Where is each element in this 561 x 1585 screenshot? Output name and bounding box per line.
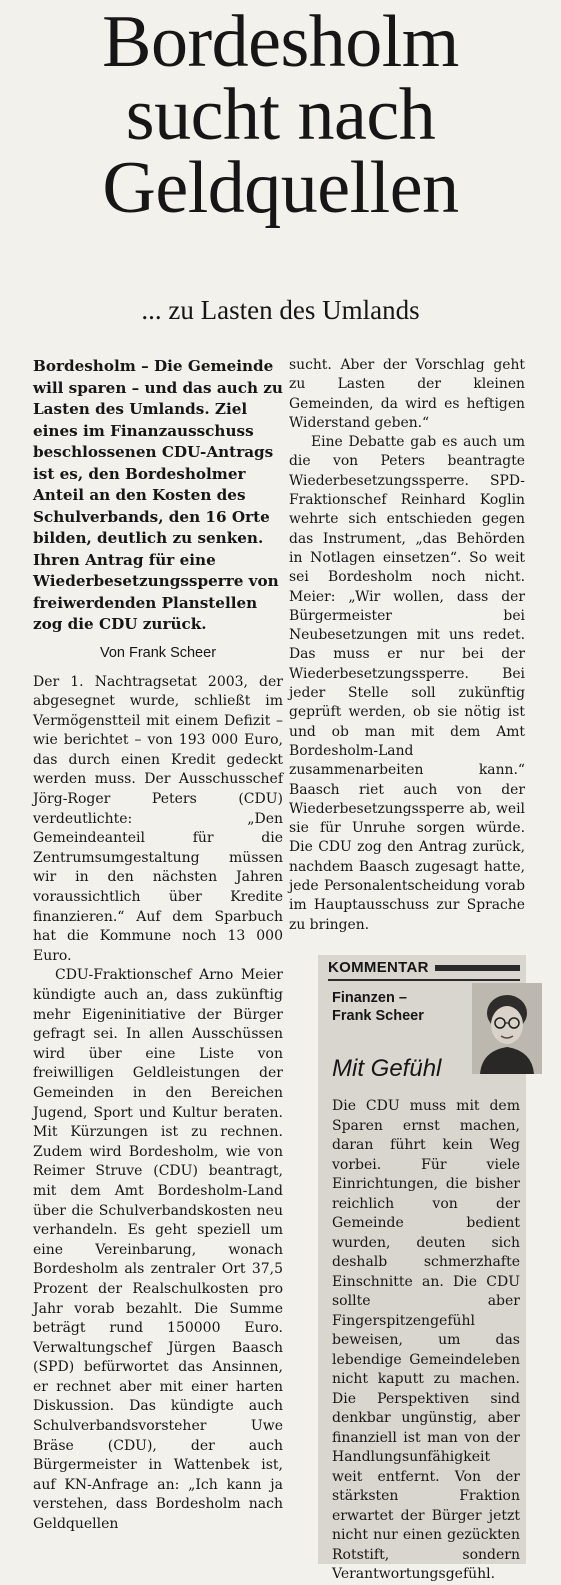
article-column-right bbox=[289, 356, 525, 935]
headline-line-1: Bordesholm bbox=[102, 1, 459, 83]
body-paragraph: CDU-Fraktionschef Arno Meier kündigte auch an, dass zukünftig mehr Eigeninitiative der Bürger gefragt sei. In allen Ausschüssen wird über eine Liste von freiwilligen Geldleistungen der Gemeinden in den Bereichen Jugend, Sport und Kultur beraten. Mit Kürzungen ist zu rechnen. Zudem wird Bordesholm, wie von Reimer Struve (CDU) beantragt, mit dem Amt Bordesholm-Land über die Schulverbandskosten neu verhandeln. Es geht speziell um eine Vereinbarung, wonach Bordesholm als zentraler Ort 37,5 Prozent der Realschulkosten pro Jahr vorab bezahlt. Die Summe beträgt rund 150000 Euro. Verwaltungschef Jürgen Baasch (SPD) befürwortet das Ansinnen, er rechnet aber mit einer harten Diskussion. Das kündigte auch Schulverbandsvorsteher Uwe Bräse (CDU), der auch Bürgermeister in Wattenbek ist, auf KN-Anfrage an: „Ich kann ja verstehen, dass Bordesholm nach Geldquellen bbox=[33, 967, 283, 1533]
article-column-left bbox=[33, 356, 283, 1535]
byline: Von Frank Scheer bbox=[99, 644, 217, 661]
comment-author bbox=[332, 989, 424, 1025]
author-portrait-icon bbox=[472, 983, 542, 1074]
headline-line-3: Geldquellen bbox=[102, 147, 459, 229]
subheadline: ... zu Lasten des Umlands bbox=[141, 295, 420, 325]
body-paragraph: Eine Debatte gab es auch um die von Peters beantragte Wiederbesetzungssperre. SPD-Fraktionschef Reinhard Koglin wehrte sich entschieden gegen das Instrument, „das Behörden in Notlagen einsetzen“. So weit sei Bordesholm noch nicht. Meier: „Wir wollen, dass der Bürgermeister bei Neubesetzungen mit uns redet. Das muss er nur bei der Wiederbesetzungssperre. Bei jeder Stelle soll zukünftig geprüft werden, ob sie nötig ist und ob man mit dem Amt Bordesholm-Land zusammenarbeiten kann.“ Baasch riet auch von der Wiederbesetzungssperre ab, weil sie für Unruhe sorgen würde. Die CDU zog den Antrag zurück, nachdem Baasch zugesagt hatte, jede Personalentscheidung vorab im Hauptausschuss zur Sprache zu bringen. bbox=[289, 434, 525, 933]
lead-paragraph: Bordesholm – Die Gemeinde will sparen – und das auch zu Lasten des Umlands. Ziel eines im Finanzausschuss beschlossenen CDU-Antrags ist es, den Bordesholmer Anteil an den Kosten des Schulverbands, den 16 Orte bilden, deutlich zu senken. Ihren Antrag für eine Wiederbesetzungssperre von freiwerdenden Planstellen zog die CDU zurück. bbox=[33, 357, 283, 633]
comment-divider bbox=[328, 979, 520, 981]
author-portrait bbox=[472, 983, 542, 1074]
comment-author-name: Frank Scheer bbox=[332, 1008, 424, 1024]
comment-topic: Finanzen – bbox=[332, 990, 407, 1006]
comment-title: Mit Gefühl bbox=[332, 1055, 442, 1082]
comment-paragraph: Die CDU muss mit dem Sparen ernst machen, daran führt kein Weg vorbei. Für viele Einrichtungen, die bisher reichlich von der Gemeinde bedient wurden, deuten sich deshalb schmerzhafte Einschnitte an. Die CDU sollte aber Fingerspitzengefühl beweisen, um das lebendige Gemeindeleben nicht kaputt zu machen. Die Perspektiven sind denkbar ungünstig, aber finanziell ist man von der Handlungsunfähigkeit weit entfernt. Von der stärksten Fraktion erwartet der Bürger jetzt nicht nur einen gezückten Rotstift, sondern Verantwortungsgefühl. bbox=[332, 1098, 520, 1582]
body-text-left bbox=[33, 673, 283, 1535]
body-paragraph: Der 1. Nachtragsetat 2003, der abgesegnet wurde, schließt im Vermögenstteil mit einem Defizit – wie berichtet – von 193 000 Euro, das durch einen Kredit gedeckt werden muss. Der Ausschusschef Jörg-Roger Peters (CDU) verdeutlichte: „Den Gemeindeanteil für die Zentrumsumgestaltung müssen wir in den nächsten Jahren voraussichtlich über Kredite finanzieren.“ Auf dem Sparbuch hat die Kommune noch 13 000 Euro. bbox=[33, 673, 283, 964]
comment-label: KOMMENTAR bbox=[328, 959, 429, 976]
comment-box bbox=[318, 955, 526, 1582]
comment-header bbox=[318, 955, 526, 976]
body-paragraph: sucht. Aber der Vorschlag geht zu Lasten der kleinen Gemeinden, da wird es heftigen Widerstand geben.“ bbox=[289, 357, 525, 431]
comment-text bbox=[332, 1097, 520, 1585]
comment-header-bar bbox=[435, 965, 520, 971]
headline-line-2: sucht nach bbox=[125, 74, 436, 156]
headline bbox=[0, 1, 561, 229]
